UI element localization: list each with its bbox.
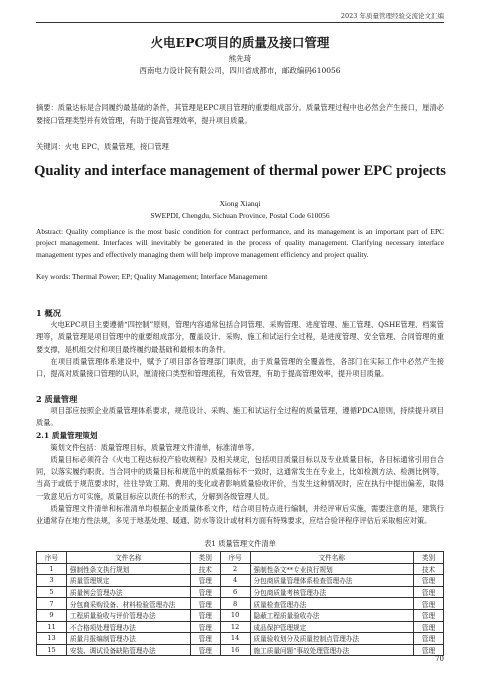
table-cell: 安装、调试设备缺陷管理办法 [66,644,190,656]
table-cell: 分包商采购设备、材料检验管理办法 [66,598,190,610]
chinese-abstract: 摘要：质量达标是合同履约最基础的条件，其管理是EPC项目管理的重要组成部分。质量管理过程中也必然会产生接口，厘清必要接口管理类型并有效管理，有助于提高管理效率，提升项目质量。 [36,103,444,125]
table-cell: 成品保护管理规定 [250,621,413,633]
table-cell: 15 [37,644,67,656]
section-2-paragraph-3: 质量目标必须符合《火电工程达标投产验收规程》及相关规定，包括项目质量目标以及专业质量目标，各目标通常引用自合同，以落实履约职责。当合同中的质量目标和规范中的质量指标不一致时，这通常发生在专业上，比如检测方法、检测比例等，当高于或低于规范要求时，往往导致工期、费用的变化或者影响质量验收评价，当发生这种情况时，应在执行中提出偏差，取得一致意见后方可实施，质量目标应以责任书的形式，分解到各级管理人员。 [36,455,444,501]
section-1-paragraph-2: 在项目质量管理体系建设中，赋予了项目部各管理部门职责，由于质量管理的全覆盖性，各部门在实际工作中必然产生接口，提高对质量接口管理的认识，厘清接口类型和管理流程，有效管理，有助于提高管理效率，提升项目质量。 [36,356,444,379]
table-cell: 质量管理规定 [66,575,190,587]
section-2-paragraph-1: 项目部应按照企业质量管理体系要求，规范设计、采购、施工和试运行全过程的质量管理，遵循PDCA原则，持续提升项目质量。 [36,406,444,428]
table-row [37,575,444,587]
table-row [37,644,444,656]
table-cell: 强制性条文执行规划 [66,563,190,575]
chinese-affiliation: 西南电力设计院有限公司，四川省成都市，邮政编码610056 [139,66,341,75]
chinese-title: 火电EPC项目的质量及接口管理 [150,35,330,50]
english-keywords: Key words: Thermal Power; EP; Quality Management; Interface Management [36,272,268,281]
header-cell: 序号 [37,552,67,564]
table-cell: 管理 [414,633,444,645]
table-cell: 1 [37,563,67,575]
table-cell: 管理 [190,633,220,645]
table-cell: 管理 [414,609,444,621]
table-header-row [37,552,444,564]
table-cell: 施工质量问题“事故处理管理办法 [250,644,413,656]
page-number: 70 [435,655,444,663]
table-cell: 5 [37,586,67,598]
table-cell: 14 [220,633,250,645]
section-2-paragraph-2: 策划文件包括：质量管理目标，质量管理文件清单，标准清单等。 [50,442,259,452]
table-cell: 质量检查管理办法 [250,598,413,610]
english-title: Quality and interface management of thermal power EPC projects [34,163,446,179]
table-row [37,598,444,610]
table-cell: 管理 [414,586,444,598]
table-cell: 质量验收划分及质量控制点管理办法 [250,633,413,645]
table-row [37,633,444,645]
table-cell: 质量月报编制管理办法 [66,633,190,645]
table-cell: 9 [37,609,67,621]
table-row [37,586,444,598]
section-2-paragraph-4: 质量管理文件清单和标准清单均根据企业质量体系文件，结合项目特点进行编制，并经评审后实施，需要注意的是，建筑行业通常存在地方性法规，多见于地基处理、暖通、防水等设计或材料方面有特殊要求，应结合验评程序评估后采取相应对策。 [36,503,444,526]
table-cell: 管理 [190,644,220,656]
section-2 [36,393,444,527]
table-cell: 8 [220,598,250,610]
section-1 [36,307,444,380]
table-cell: 16 [220,644,250,656]
table-cell: 不合格项处理管理办法 [66,621,190,633]
header-cell: 文件名称 [66,552,190,564]
table-row [37,621,444,633]
section-1-heading: 1 概况 [36,308,61,318]
header-rule [36,22,444,23]
chinese-keywords: 关键词：火电 EPC，质量管理，接口管理 [36,142,169,151]
table-cell: 质量例会管理办法 [66,586,190,598]
table-cell: 13 [37,633,67,645]
english-affiliation: SWEPDI, Chengdu, Sichuan Province, Postal Code 610056 [150,211,330,220]
table-cell: 3 [37,575,67,587]
section-2-1-heading: 2.1 质量管理策划 [36,430,98,440]
document-list-table [36,551,444,656]
table-cell: 管理 [190,598,220,610]
table-cell: 强制性条文**专业执行规划 [250,563,413,575]
table-cell: 管理 [190,621,220,633]
chinese-author: 熊先琦 [228,54,252,63]
table-cell: 管理 [190,586,220,598]
table-cell: 分包商质量管理体系检查管理办法 [250,575,413,587]
running-head: 2023 年质量管理经验交流论文汇编 [340,12,444,20]
header-cell: 文件名称 [250,552,413,564]
english-author: Xiong Xianqi [219,199,261,208]
header-cell: 类别 [190,552,220,564]
table-cell: 管理 [190,609,220,621]
table-cell: 工程质量验收与评价管理办法 [66,609,190,621]
table-row [37,563,444,575]
table-row [37,609,444,621]
table-cell: 4 [220,575,250,587]
section-1-paragraph-1: 火电EPC项目主要遵循“四控制”原则，管理内容通常包括合同管理、采购管理、进度管理、施工管理、QSHE管理、档案管理等，质量管理是项目管理中的重要组成部分，覆盖设计、采购、施工和试运行全过程，是进度管理、安全管理、合同管理的重要支撑，是机组交付和项目最终履约最基础和最根本的条件。 [36,320,444,354]
table-cell: 分包商质量考核管理办法 [250,586,413,598]
table-cell: 7 [37,598,67,610]
table-cell: 隐蔽工程质量验收办法 [250,609,413,621]
table-cell: 2 [220,563,250,575]
table-cell: 技术 [190,563,220,575]
table-cell: 12 [220,621,250,633]
table-cell: 管理 [414,575,444,587]
table-cell: 6 [220,586,250,598]
table-cell: 11 [37,621,67,633]
section-2-heading: 2 质量管理 [36,394,78,404]
table-cell: 管理 [190,575,220,587]
header-cell: 类别 [414,552,444,564]
table-cell: 管理 [414,644,444,656]
table-cell: 10 [220,609,250,621]
table-cell: 管理 [414,621,444,633]
table-cell: 技术 [414,563,444,575]
header-cell: 序号 [220,552,250,564]
table-cell: 管理 [414,598,444,610]
table-caption: 表1 质量管理文件清单 [204,539,276,548]
english-abstract: Abstract: Quality compliance is the most basic condition for contract performance, and its management is an important part of EPC project management. Interfaces will inevitably be generated in the process of quality management. Clarifying necessary interface management types and effectively managing them will help improve management efficiency and project quality. [36,227,444,259]
